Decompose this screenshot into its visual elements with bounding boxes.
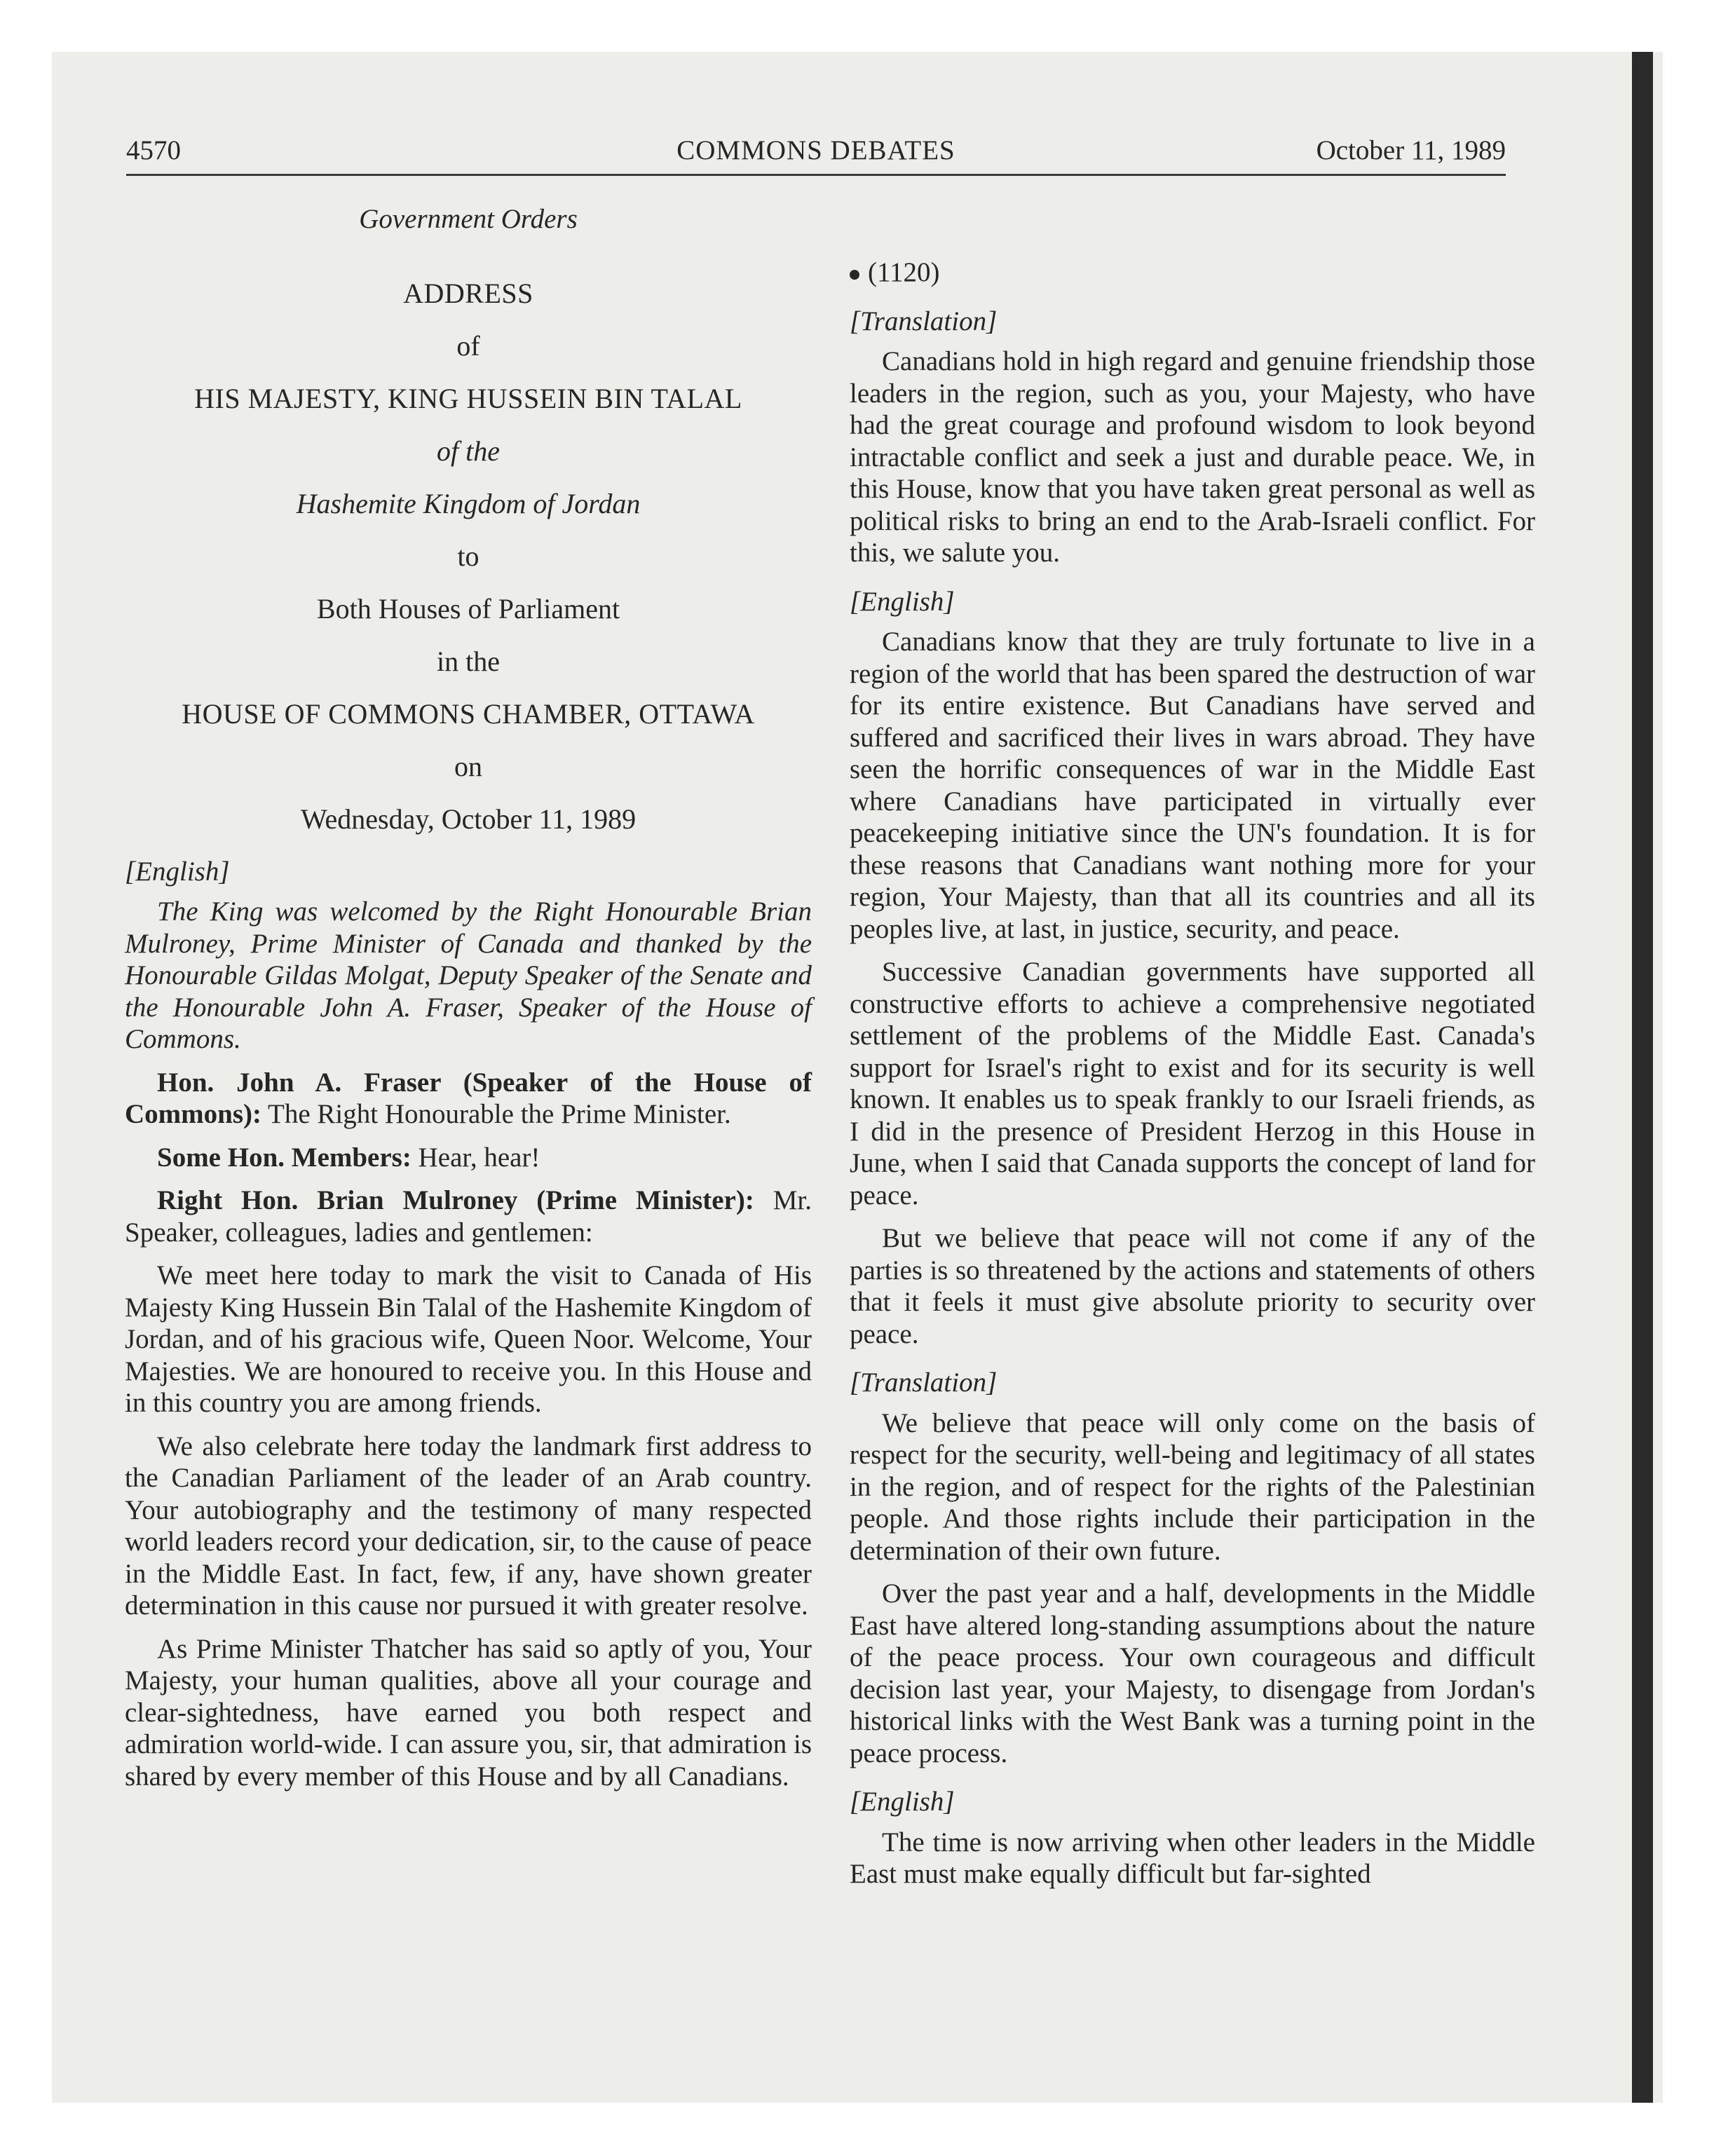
header-rule	[126, 174, 1506, 176]
speech-text: Mr. Speaker, colleagues, ladies and gentlemen:	[125, 1185, 812, 1248]
scan-edge-bar	[1632, 52, 1653, 2103]
title-line: Wednesday, October 11, 1989	[300, 803, 637, 835]
speaker-name: Some Hon. Members:	[157, 1142, 411, 1173]
language-tag: [English]	[125, 856, 230, 887]
title-line: Both Houses of Parliament	[316, 592, 620, 625]
publication-date: October 11, 1989	[1316, 135, 1506, 165]
title-line: to	[457, 540, 479, 572]
speech-paragraph	[125, 1067, 812, 1131]
speech-text: Hear, hear!	[411, 1142, 540, 1173]
left-column	[125, 203, 812, 1803]
title-line: of	[456, 329, 480, 362]
section-label: Government Orders	[359, 204, 578, 234]
title-line: HIS MAJESTY, KING HUSSEIN BIN TALAL	[194, 382, 742, 414]
time-marker-text: (1120)	[868, 257, 940, 287]
language-tag: [Translation]	[850, 1367, 998, 1398]
body-paragraph: We meet here today to mark the visit to Canada of His Majesty King Hussein Bin Talal of the Hashemite Kingdom of Jordan, and of his gracious wife, Queen Noor. Welcome, Your Majesties. We are honoured to receive you. In this House and in this country you are among friends.	[125, 1260, 812, 1418]
right-column	[850, 203, 1535, 1902]
page-header	[126, 135, 1506, 174]
address-title-block	[125, 278, 812, 835]
time-marker	[850, 257, 1535, 289]
title-line: Hashemite Kingdom of Jordan	[296, 487, 641, 519]
title-line: HOUSE OF COMMONS CHAMBER, OTTAWA	[182, 697, 755, 730]
language-tag: [English]	[850, 586, 955, 617]
body-paragraph: Canadians hold in high regard and genuine friendship those leaders in the region, such as you, your Majesty, who have had the great courage and profound wisdom to look beyond intractable conflict and seek a just and durable peace. We, in this House, know that you have taken great personal as well as political risks to bring an end to the Arab-Israeli conflict. For this, we salute you.	[850, 346, 1535, 568]
body-paragraph: Canadians know that they are truly fortunate to live in a region of the world that has been spared the destruction of war for its entire existence. But Canadians have served and suffered and sacrificed their lives in wars abroad. They have seen the horrific consequences of war in the Middle East where Canadians have participated in virtually ever peacekeeping initiative since the UN's foundation. It is for these reasons that Canadians want nothing more for your region, Your Majesty, than that all its countries and all its peoples live, at last, in justice, security, and peace.	[850, 627, 1535, 944]
body-paragraph: We also celebrate here today the landmark first address to the Canadian Parliament of the leader of an Arab country. Your autobiography and the testimony of many respected world leaders record your dedication, sir, to the cause of peace in the Middle East. In fact, few, if any, have shown greater determination in this cause nor pursued it with greater resolve.	[125, 1431, 812, 1621]
body-paragraph: As Prime Minister Thatcher has said so aptly of you, Your Majesty, your human qualities, above all your courage and clear-sightedness, have earned you both respect and admiration world-wide. I can assure you, sir, that admiration is shared by every member of this House and by all Canadians.	[125, 1633, 812, 1792]
speech-paragraph	[125, 1185, 812, 1248]
title-line: of the	[437, 435, 500, 467]
speaker-name: Right Hon. Brian Mulroney (Prime Minister):	[157, 1185, 754, 1215]
speaker-name: Hon. John A. Fraser (Speaker of the House of Commons):	[125, 1067, 812, 1129]
body-paragraph: Successive Canadian governments have supported all constructive efforts to achieve a comprehensive negotiated settlement of the problems of the Middle East. Canada's support for Israel's right to exist and for its security is well known. It enables us to speak frankly to our Israeli friends, as I did in the presence of President Herzog in this House in June, when I said that Canada supports the concept of land for peace.	[850, 957, 1535, 1210]
speech-text: The Right Honourable the Prime Minister.	[261, 1099, 731, 1129]
intro-paragraph: The King was welcomed by the Right Honourable Brian Mulroney, Prime Minister of Canada and thanked by the Honourable Gildas Molgat, Deputy Speaker of the Senate and the Honourable John A. Fraser, Speaker of the House of Commons.	[125, 896, 812, 1054]
language-tag: [Translation]	[850, 306, 998, 336]
bullet-icon	[850, 270, 859, 280]
body-paragraph: But we believe that peace will not come if any of the parties is so threatened by the actions and statements of others that it feels it must give absolute priority to security over peace.	[850, 1223, 1535, 1349]
publication-title: COMMONS DEBATES	[676, 135, 955, 165]
page-number: 4570	[126, 135, 181, 165]
title-line: in the	[437, 645, 500, 677]
body-paragraph: We believe that peace will only come on the basis of respect for the security, well-being and legitimacy of all states in the region, and of respect for the rights of the Palestinian people. And those rights include their participation in the determination of their own future.	[850, 1407, 1535, 1566]
body-paragraph: The time is now arriving when other leaders in the Middle East must make equally difficult but far-sighted	[850, 1827, 1535, 1889]
title-line: on	[454, 750, 482, 782]
speech-paragraph	[125, 1142, 812, 1174]
body-paragraph: Over the past year and a half, developments in the Middle East have altered long-standing assumptions about the nature of the peace process. Your own courageous and difficult decision last year, your Majesty, to disengage from Jordan's historical links with the West Bank was a turning point in the peace process.	[850, 1578, 1535, 1768]
title-line: ADDRESS	[403, 277, 533, 309]
language-tag: [English]	[850, 1787, 955, 1817]
